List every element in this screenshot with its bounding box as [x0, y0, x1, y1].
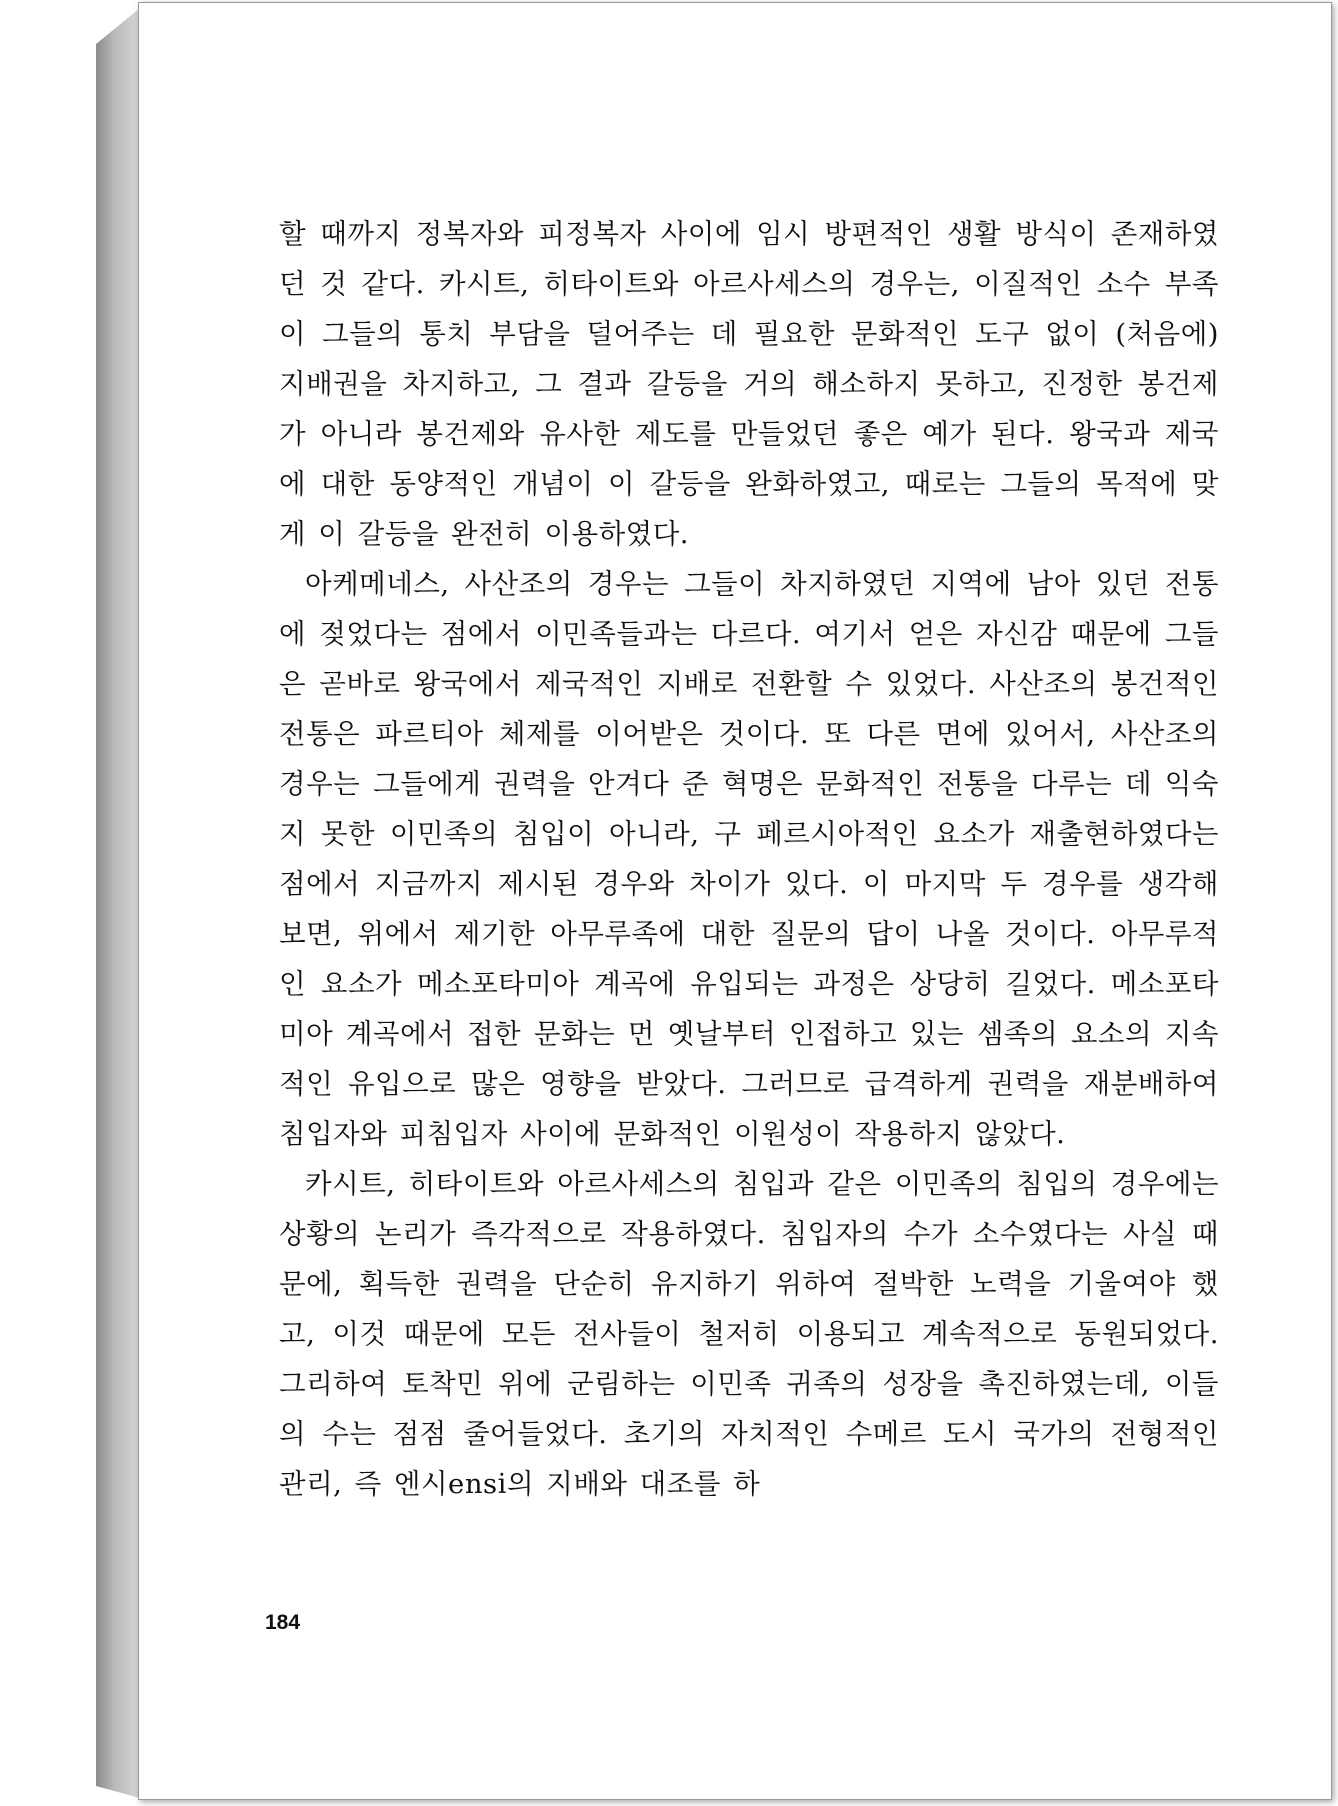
page-number: 184	[265, 1611, 301, 1634]
paragraph-2: 아케메네스, 사산조의 경우는 그들이 차지하였던 지역에 남아 있던 전통에 젖었다는 점에서 이민족들과는 다르다. 여기서 얻은 자신감 때문에 그들은 곧바로 왕국에서 제국적인 지배로 전환할 수 있었다. 사산조의 봉건적인 전통은 파르티아 체제를 이어받은 것이다. 또 다른 면에 있어서, 사산조의 경우는 그들에게 권력을 안겨다 준 혁명은 문화적인 전통을 다루는 데 익숙지 못한 이민족의 침입이 아니라, 구 페르시아적인 요소가 재출현하였다는 점에서 지금까지 제시된 경우와 차이가 있다. 이 마지막 두 경우를 생각해 보면, 위에서 제기한 아무루족에 대한 질문의 답이 나올 것이다. 아무루적인 요소가 메소포타미아 계곡에 유입되는 과정은 상당히 길었다. 메소포타미아 계곡에서 접한 문화는 먼 옛날부터 인접하고 있는 셈족의 요소의 지속적인 유입으로 많은 영향을 받았다. 그러므로 급격하게 권력을 재분배하여 침입자와 피침입자 사이에 문화적인 이원성이 작용하지 않았다.	[279, 568, 1219, 1150]
book-spine-edge	[96, 8, 140, 1798]
book-page	[138, 2, 1332, 1800]
paragraph-3: 카시트, 히타이트와 아르사세스의 침입과 같은 이민족의 침입의 경우에는 상황의 논리가 즉각적으로 작용하였다. 침입자의 수가 소수였다는 사실 때문에, 획득한 권력을 단순히 유지하기 위하여 절박한 노력을 기울여야 했고, 이것 때문에 모든 전사들이 철저히 이용되고 계속적으로 동원되었다. 그리하여 토착민 위에 군림하는 이민족 귀족의 성장을 촉진하였는데, 이들의 수는 점점 줄어들었다. 초기의 자치적인 수메르 도시 국가의 전형적인 관리, 즉 엔시ensi의 지배와 대조를 하	[279, 1168, 1219, 1500]
body-text	[279, 209, 1219, 1509]
paragraph-1: 할 때까지 정복자와 피정복자 사이에 임시 방편적인 생활 방식이 존재하였던 것 같다. 카시트, 히타이트와 아르사세스의 경우는, 이질적인 소수 부족이 그들의 통치 부담을 덜어주는 데 필요한 문화적인 도구 없이 (처음에) 지배권을 차지하고, 그 결과 갈등을 거의 해소하지 못하고, 진정한 봉건제가 아니라 봉건제와 유사한 제도를 만들었던 좋은 예가 된다. 왕국과 제국에 대한 동양적인 개념이 이 갈등을 완화하였고, 때로는 그들의 목적에 맞게 이 갈등을 완전히 이용하였다.	[279, 218, 1219, 550]
